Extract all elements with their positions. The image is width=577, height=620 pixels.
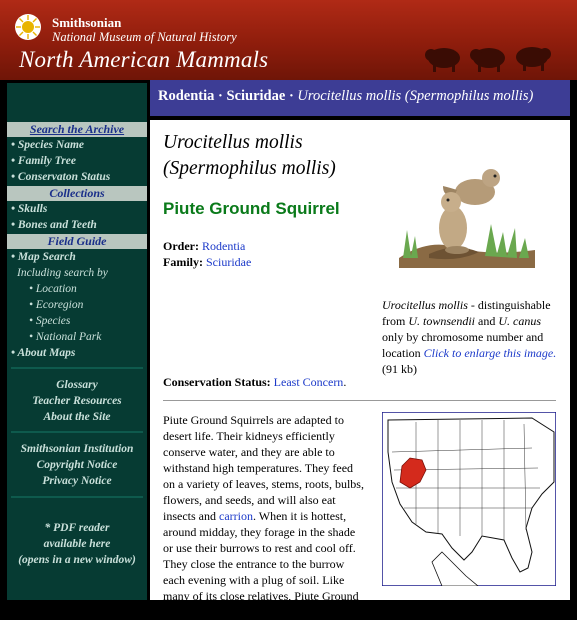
conservation-link[interactable]: Least Concern	[273, 375, 344, 389]
conservation-label: Conservation Status:	[163, 375, 271, 389]
breadcrumb-text	[158, 88, 533, 105]
field-guide-heading: Field Guide	[7, 234, 147, 249]
conservation-status: Conservation Status: Least Concern.	[163, 375, 347, 389]
species-description	[163, 412, 365, 620]
sidebar-divider	[11, 431, 143, 433]
smithsonian-sun-logo-icon[interactable]	[14, 13, 42, 41]
sidebar	[7, 83, 147, 600]
caption-file-size: (91 kb)	[382, 362, 417, 376]
image-caption	[382, 297, 560, 377]
scientific-name-line1: Urocitellus mollis	[163, 132, 303, 153]
order-label: Order:	[163, 239, 199, 253]
nav-copyright-notice[interactable]: Copyright Notice	[36, 459, 118, 471]
nav-privacy-notice[interactable]: Privacy Notice	[42, 475, 112, 487]
description-text: Piute Ground Squirrels are adapted to desert life. Their kidneys efficiently conserve water, and they are able to withstand high temperatures. They feed on a variety of leaves, stems, roots, bulbs, flowers, and seeds, and will also eat insects and	[163, 413, 364, 523]
breadcrumb	[150, 80, 570, 116]
archive-section	[7, 122, 147, 185]
breadcrumb-separator: ·	[218, 88, 223, 104]
org-name: Smithsonian	[52, 15, 122, 30]
caption-text: only by chromosome number and location	[382, 330, 544, 360]
pdf-reader-line3: (opens in a new window)	[18, 554, 136, 566]
breadcrumb-order-link[interactable]: Rodentia	[158, 88, 215, 104]
range-map-image[interactable]	[382, 412, 556, 586]
collections-heading: Collections	[7, 186, 147, 201]
caption-species: Urocitellus mollis	[382, 298, 468, 312]
muskox-silhouettes-icon	[424, 38, 554, 74]
site-header	[0, 0, 577, 80]
including-search-label: Including search by	[17, 267, 108, 279]
resource-links	[7, 377, 147, 425]
nav-conservation-status[interactable]: • Conservaton Status	[11, 171, 111, 183]
caption-text: and	[475, 314, 499, 328]
pdf-reader-note	[7, 520, 147, 568]
museum-name: National Museum of Natural History	[52, 30, 237, 44]
nav-map-search[interactable]: • Map Search	[11, 251, 76, 263]
nav-glossary[interactable]: Glossary	[56, 379, 98, 391]
institution-links	[7, 441, 147, 489]
nav-about-site[interactable]: About the Site	[43, 411, 111, 423]
pdf-reader-line1[interactable]: * PDF reader	[44, 522, 110, 534]
taxonomy-block	[163, 238, 251, 270]
nav-location[interactable]: • Location	[29, 283, 77, 295]
nav-species-name[interactable]: • Species Name	[11, 139, 85, 151]
breadcrumb-separator: ·	[288, 88, 294, 104]
nav-ecoregion[interactable]: • Ecoregion	[29, 299, 84, 311]
carrion-link[interactable]: carrion	[219, 509, 253, 523]
description-text: . When it is hottest, around midday, they forage in the shade or use their burrows to rest and cool off. They close the entrance to the burrow each evening with a plug of soil. Like many of its close relatives, Piute Ground Squirrels	[163, 509, 359, 619]
species-content	[150, 120, 570, 619]
squirrel-illustration-image[interactable]	[399, 158, 535, 268]
nav-bones-and-teeth[interactable]: • Bones and Teeth	[11, 219, 97, 231]
order-link[interactable]: Rodentia	[201, 239, 246, 253]
sidebar-divider	[11, 496, 143, 498]
nav-teacher-resources[interactable]: Teacher Resources	[32, 395, 122, 407]
nav-about-maps[interactable]: • About Maps	[11, 347, 76, 359]
species-scientific-name	[163, 130, 336, 182]
nav-smithsonian-institution[interactable]: Smithsonian Institution	[20, 443, 134, 455]
sidebar-divider	[11, 367, 143, 369]
breadcrumb-species: Urocitellus mollis (Spermophilus mollis)	[297, 88, 534, 104]
nav-skulls[interactable]: • Skulls	[11, 203, 48, 215]
search-archive-heading[interactable]: Search the Archive	[7, 122, 147, 137]
breadcrumb-family-link[interactable]: Sciuridae	[226, 88, 286, 104]
links-section-1	[7, 367, 147, 369]
family-link[interactable]: Sciuridae	[206, 255, 252, 269]
links-section-2	[7, 431, 147, 433]
caption-related-species: U. canus	[498, 314, 541, 328]
nav-family-tree[interactable]: • Family Tree	[11, 155, 76, 167]
family-label: Family:	[163, 255, 203, 269]
nav-species[interactable]: • Species	[29, 315, 71, 327]
pdf-reader-line2[interactable]: available here	[43, 538, 111, 550]
caption-related-species: U. townsendii	[408, 314, 475, 328]
links-section-3	[7, 496, 147, 498]
site-title[interactable]: North American Mammals	[19, 47, 269, 72]
enlarge-image-link[interactable]: Click to enlarge this image.	[423, 346, 557, 360]
species-common-name: Piute Ground Squirrel	[163, 199, 340, 218]
content-divider	[163, 400, 556, 401]
scientific-name-line2: (Spermophilus mollis)	[163, 158, 336, 179]
caption-text: - distinguishable from	[382, 298, 551, 328]
field-guide-section	[7, 234, 147, 361]
nav-national-park[interactable]: • National Park	[29, 331, 102, 343]
museum-brand[interactable]	[52, 16, 237, 44]
collections-section	[7, 186, 147, 233]
